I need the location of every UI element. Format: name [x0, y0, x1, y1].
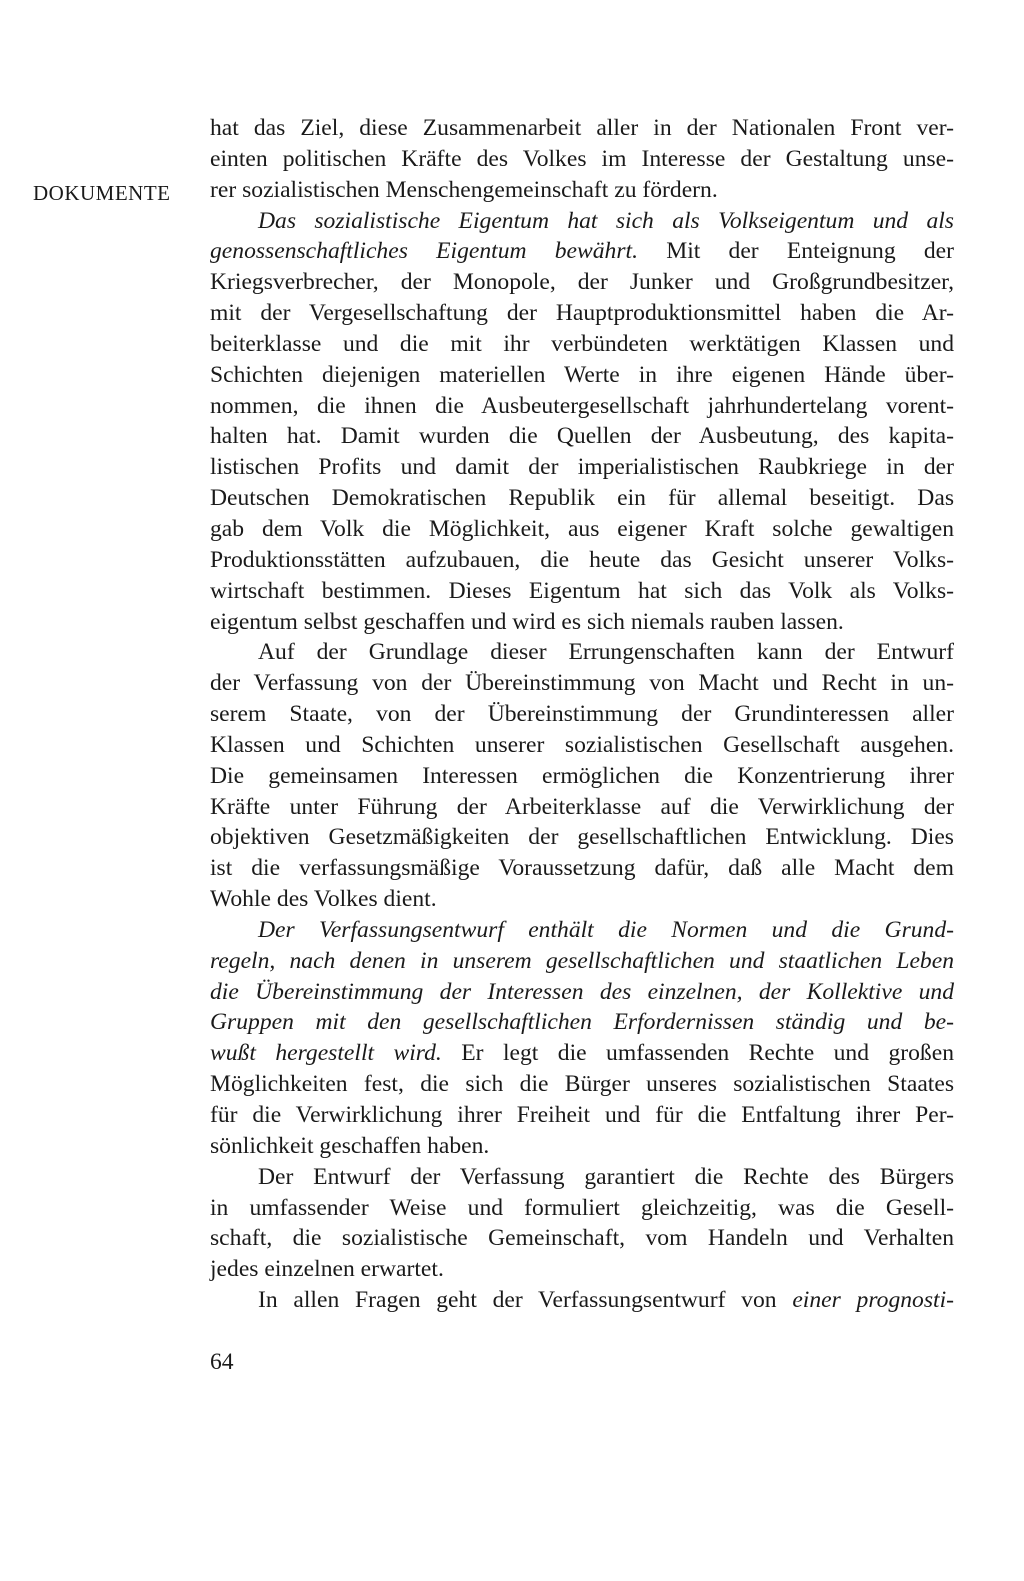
text-line — [210, 884, 954, 915]
text-segment: wirtschaft bestimmen. Dieses Eigentum hat sich das Volk als Volks- — [210, 577, 954, 604]
text-line — [210, 206, 954, 237]
text-segment: sönlichkeit geschaffen haben. — [210, 1132, 490, 1159]
text-line — [210, 421, 954, 452]
text-line — [210, 1131, 954, 1162]
text-line — [210, 1038, 954, 1069]
text-line — [210, 915, 954, 946]
text-segment: Auf der Grundlage dieser Errungenschaften kann der Entwurf — [258, 639, 954, 666]
text-segment: Schichten diejenigen materiellen Werte in ihre eigenen Hände über- — [210, 361, 954, 388]
text-segment: Kriegsverbrecher, der Monopole, der Junker und Großgrundbesitzer, — [210, 269, 954, 296]
text-line — [210, 1069, 954, 1100]
text-segment: Deutschen Demokratischen Republik ein für allemal beseitigt. Das — [210, 485, 954, 512]
text-segment: nommen, die ihnen die Ausbeutergesellschaft jahrhundertelang vorent- — [210, 392, 954, 419]
text-segment: Der Entwurf der Verfassung garantiert die Rechte des Bürgers — [258, 1163, 954, 1190]
text-line — [210, 391, 954, 422]
text-line — [210, 514, 954, 545]
text-line — [210, 946, 954, 977]
text-line — [210, 792, 954, 823]
text-segment: einten politischen Kräfte des Volkes im Interesse der Gestaltung unse- — [210, 145, 954, 172]
text-segment: beiterklasse und die mit ihr verbündeten werktätigen Klassen und — [210, 330, 954, 357]
text-segment: in umfassender Weise und formuliert gleichzeitig, was die Gesell- — [210, 1194, 954, 1221]
text-segment: listischen Profits und damit der imperialistischen Raubkriege in der — [210, 454, 954, 481]
text-segment: Wohle des Volkes dient. — [210, 886, 437, 913]
italic-text-segment: genossenschaftliches Eigentum bewährt. — [210, 238, 638, 265]
text-segment: für die Verwirklichung ihrer Freiheit und für die Entfaltung ihrer Per- — [210, 1102, 954, 1128]
text-segment: Mit der Enteignung der — [638, 238, 955, 265]
text-line — [210, 452, 954, 483]
text-line — [210, 637, 954, 668]
text-segment: ist die verfassungsmäßige Voraussetzung dafür, daß alle Macht dem — [210, 855, 954, 882]
text-segment: serem Staate, von der Übereinstimmung der Grundinteressen aller — [210, 701, 954, 728]
italic-text-segment: die Übereinstimmung der Interessen des einzelnen, der Kollektive und — [210, 978, 954, 1005]
text-segment: Klassen und Schichten unserer sozialistischen Gesellschaft ausgehen. — [210, 731, 954, 758]
text-line — [210, 1193, 954, 1224]
text-line — [210, 267, 954, 298]
text-segment: halten hat. Damit wurden die Quellen der Ausbeutung, des kapita- — [210, 423, 954, 450]
text-line — [210, 545, 954, 576]
italic-text-segment: einer prognosti- — [792, 1287, 954, 1314]
text-line — [210, 822, 954, 853]
text-segment: In allen Fragen geht der Verfassungsentwurf von — [258, 1287, 793, 1314]
text-line — [210, 360, 954, 391]
text-segment: gab dem Volk die Möglichkeit, aus eigener Kraft solche gewaltigen — [210, 515, 954, 542]
text-line — [210, 977, 954, 1008]
italic-text-segment: Gruppen mit den gesellschaftlichen Erfordernissen ständig und be- — [210, 1009, 954, 1036]
text-line — [210, 1254, 954, 1285]
text-line — [210, 761, 954, 792]
text-segment: objektiven Gesetzmäßigkeiten der gesellschaftlichen Entwicklung. Dies — [210, 824, 954, 851]
text-line — [210, 298, 954, 329]
text-line — [210, 1007, 954, 1038]
text-line — [210, 853, 954, 884]
text-line — [210, 175, 954, 206]
text-segment: rer sozialistischen Menschengemeinschaft zu fördern. — [210, 176, 718, 203]
text-line — [210, 236, 954, 267]
italic-text-segment: wußt hergestellt wird. — [210, 1040, 442, 1067]
text-segment: hat das Ziel, diese Zusammenarbeit aller in der Nationalen Front ver- — [210, 115, 954, 141]
text-line — [210, 1100, 954, 1131]
body-text — [210, 113, 954, 1316]
text-line — [210, 699, 954, 730]
text-segment: mit der Vergesellschaftung der Hauptproduktionsmittel haben die Ar- — [210, 300, 954, 327]
text-segment: Möglichkeiten fest, die sich die Bürger unseres sozialistischen Staates — [210, 1071, 954, 1098]
text-line — [210, 730, 954, 761]
text-segment: schaft, die sozialistische Gemeinschaft, vom Handeln und Verhalten — [210, 1225, 954, 1252]
text-segment: Kräfte unter Führung der Arbeiterklasse auf die Verwirklichung der — [210, 793, 954, 820]
italic-text-segment: regeln, nach denen in unserem gesellschaftlichen und staatlichen Leben — [210, 947, 954, 974]
text-segment: Er legt die umfassenden Rechte und großen — [441, 1040, 954, 1067]
text-line — [210, 483, 954, 514]
text-line — [210, 607, 954, 638]
italic-text-segment: Der Verfassungsentwurf enthält die Normen und die Grund- — [258, 916, 954, 943]
text-line — [210, 329, 954, 360]
page-number: 64 — [210, 1349, 234, 1375]
text-line — [210, 576, 954, 607]
text-segment: Die gemeinsamen Interessen ermöglichen die Konzentrierung ihrer — [210, 762, 954, 789]
text-segment: der Verfassung von der Übereinstimmung von Macht und Recht in un- — [210, 670, 954, 697]
text-segment: jedes einzelnen erwartet. — [210, 1256, 444, 1283]
italic-text-segment: Das sozialistische Eigentum hat sich als Volkseigentum und als — [258, 207, 954, 234]
text-line — [210, 1223, 954, 1254]
text-segment: Produktionsstätten aufzubauen, die heute das Gesicht unserer Volks- — [210, 546, 954, 573]
text-segment: eigentum selbst geschaffen und wird es sich niemals rauben lassen. — [210, 608, 844, 635]
text-line — [210, 668, 954, 699]
text-line — [210, 113, 954, 144]
text-line — [210, 1162, 954, 1193]
text-line — [210, 1285, 954, 1316]
text-line — [210, 144, 954, 175]
margin-section-label: DOKUMENTE — [33, 181, 171, 205]
